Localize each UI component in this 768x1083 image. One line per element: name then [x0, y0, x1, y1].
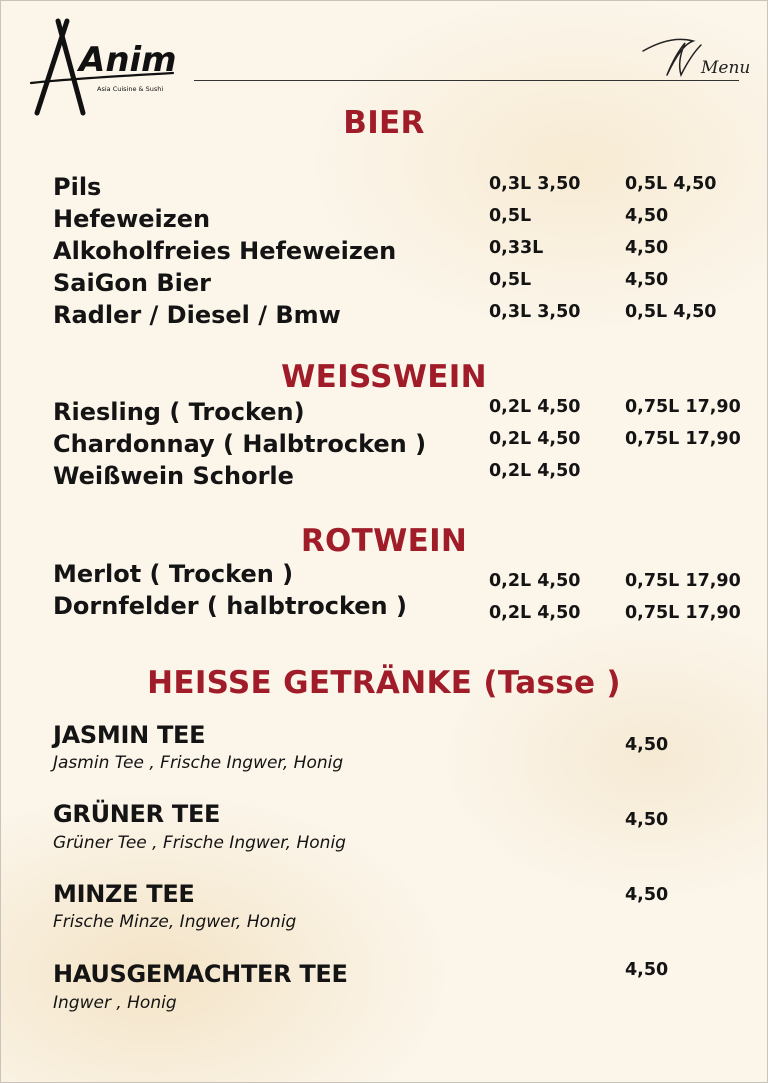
menu-item-price-small: 0,2L 4,50 [489, 397, 581, 417]
menu-item-price-large: 0,5L 4,50 [625, 174, 717, 194]
menu-item-price-small: 0,5L [489, 206, 532, 226]
tea-price: 4,50 [625, 960, 669, 980]
section-title-weisswein: WEISSWEIN [281, 359, 487, 395]
menu-item-name: Dornfelder ( halbtrocken ) [53, 592, 407, 620]
menu-item-price-small: 0,2L 4,50 [489, 429, 581, 449]
tea-name: GRÜNER TEE [53, 800, 221, 828]
menu-script-heading [641, 31, 751, 83]
section-title-rotwein: ROTWEIN [300, 523, 468, 559]
svg-text:Menu: Menu [701, 58, 751, 78]
menu-item-name: Riesling ( Trocken) [53, 398, 305, 426]
tea-name: JASMIN TEE [53, 721, 206, 749]
menu-item-name: Radler / Diesel / Bmw [53, 301, 341, 329]
svg-text:Asia Cuisine & Sushi: Asia Cuisine & Sushi [97, 85, 164, 93]
menu-item-price-small: 0,3L 3,50 [489, 302, 581, 322]
menu-item-price-small: 0,2L 4,50 [489, 571, 581, 591]
menu-item-price-small: 0,2L 4,50 [489, 461, 581, 481]
menu-item-price-large: 4,50 [625, 270, 669, 290]
tea-price: 4,50 [625, 810, 669, 830]
anim-logo [27, 19, 185, 119]
menu-item-name: Pils [53, 173, 102, 201]
menu-item-price-small: 0,33L [489, 238, 544, 258]
menu-item-price-small: 0,5L [489, 270, 532, 290]
tea-name: HAUSGEMACHTER TEE [53, 960, 348, 988]
section-title-bier: BIER [343, 105, 425, 141]
menu-item-price-large: 0,75L 17,90 [625, 571, 741, 591]
menu-item-name: Hefeweizen [53, 205, 211, 233]
menu-item-name: SaiGon Bier [53, 269, 211, 297]
menu-item-name: Alkoholfreies Hefeweizen [53, 237, 397, 265]
menu-item-name: Merlot ( Trocken ) [53, 560, 294, 588]
tea-description: Grüner Tee , Frische Ingwer, Honig [53, 833, 346, 853]
tea-name: MINZE TEE [53, 880, 195, 908]
menu-item-price-large: 4,50 [625, 238, 669, 258]
tea-description: Ingwer , Honig [53, 993, 177, 1013]
menu-item-price-small: 0,2L 4,50 [489, 603, 581, 623]
tea-description: Frische Minze, Ingwer, Honig [53, 912, 297, 932]
menu-item-name: Chardonnay ( Halbtrocken ) [53, 430, 427, 458]
menu-item-price-large: 0,75L 17,90 [625, 429, 741, 449]
tea-description: Jasmin Tee , Frische Ingwer, Honig [53, 753, 344, 773]
menu-item-price-small: 0,3L 3,50 [489, 174, 581, 194]
menu-item-price-large: 0,5L 4,50 [625, 302, 717, 322]
menu-item-price-large: 0,75L 17,90 [625, 603, 741, 623]
section-title-heisse-getraenke: HEISSE GETRÄNKE (Tasse ) [147, 665, 621, 701]
tea-price: 4,50 [625, 735, 669, 755]
svg-text:Anim: Anim [79, 40, 177, 80]
menu-item-name: Weißwein Schorle [53, 462, 294, 490]
tea-price: 4,50 [625, 885, 669, 905]
menu-item-price-large: 4,50 [625, 206, 669, 226]
menu-item-price-large: 0,75L 17,90 [625, 397, 741, 417]
